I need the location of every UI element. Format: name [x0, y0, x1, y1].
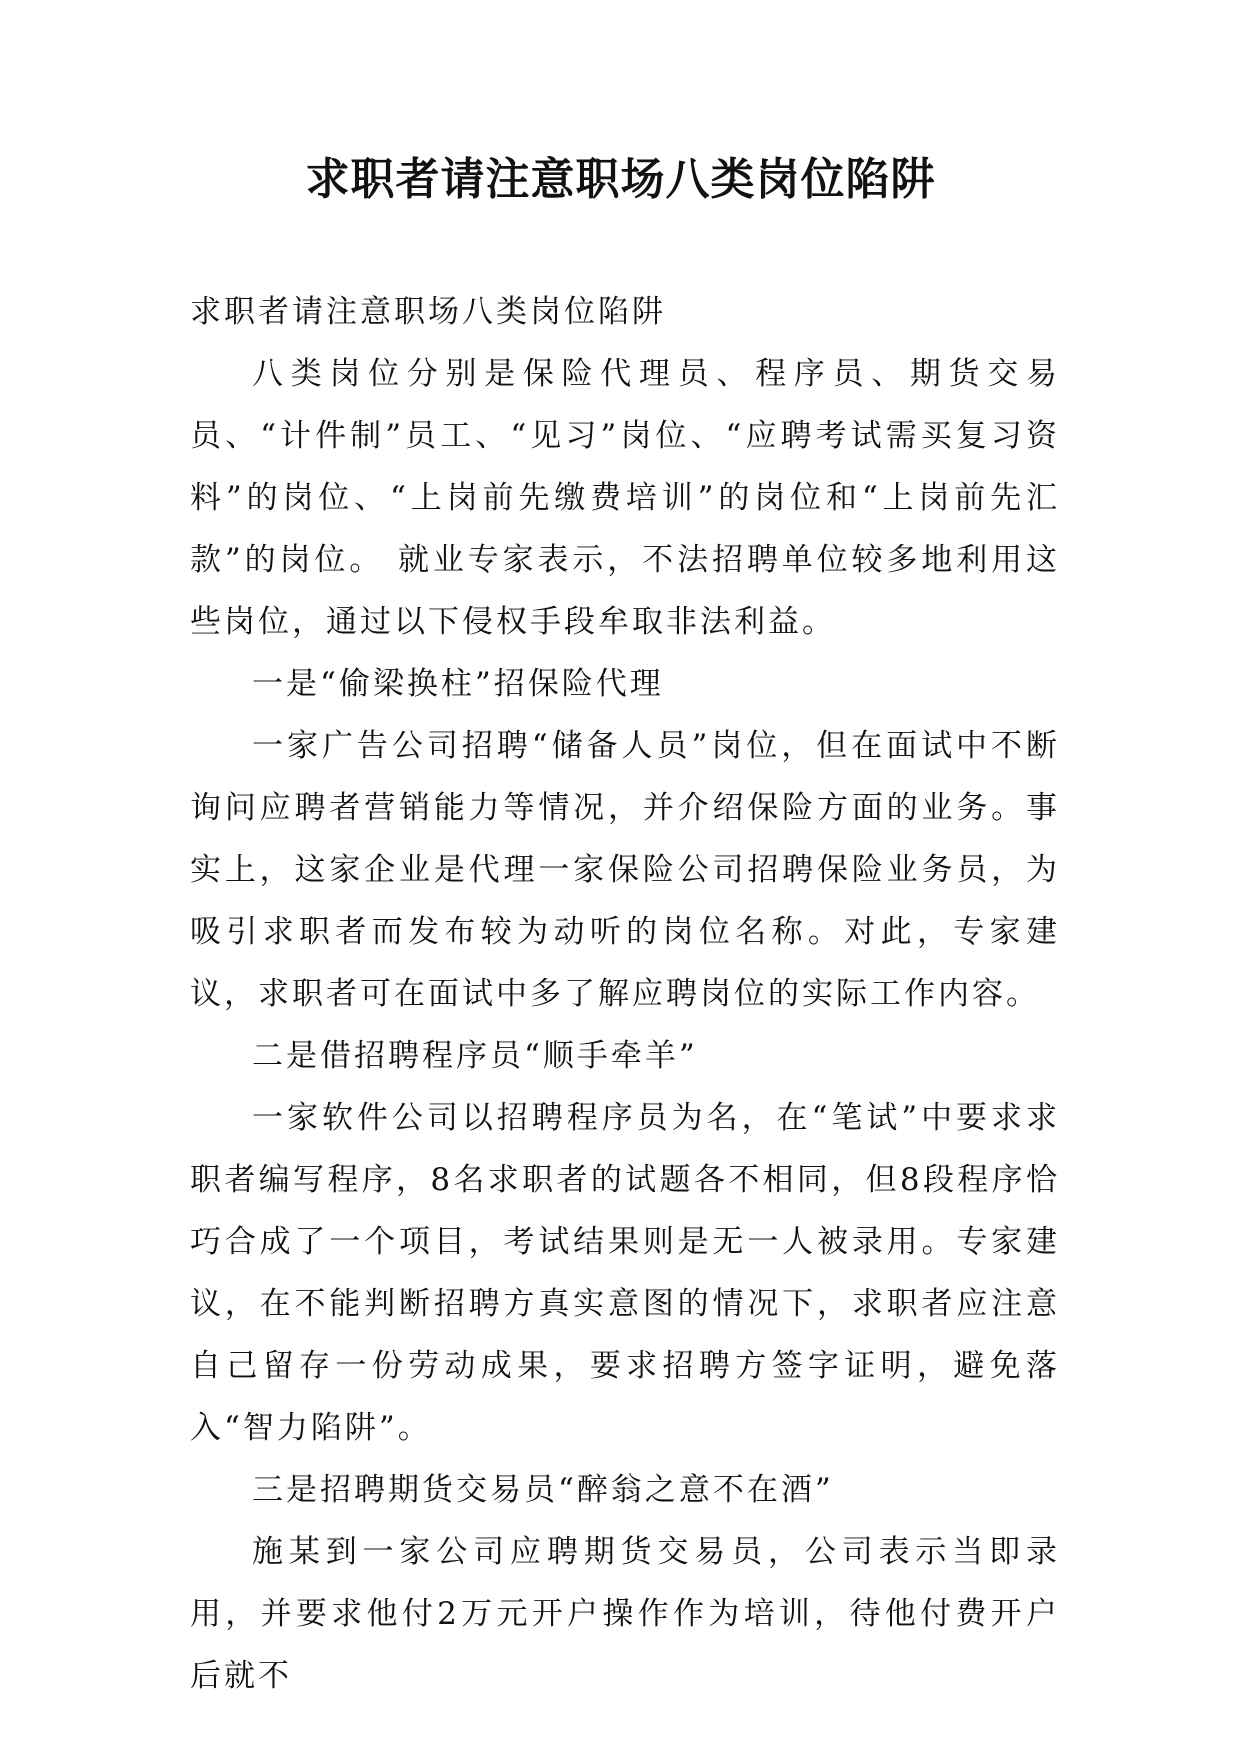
paragraph-section-2: 一家软件公司以招聘程序员为名，在“笔试”中要求求职者编写程序，8名求职者的试题各不相同，但8段程序恰巧合成了一个项目，考试结果则是无一人被录用。专家建议，在不能判断招聘方真实意图的情况下，求职者应注意自己留存一份劳动成果，要求招聘方签字证明，避免落入“智力陷阱”。	[190, 1100, 1060, 1446]
section-heading-3: 三是招聘期货交易员“醉翁之意不在酒”	[252, 1472, 834, 1508]
paragraph-intro: 八类岗位分别是保险代理员、程序员、期货交易员、“计件制”员工、“见习”岗位、“应聘考试需买复习资料”的岗位、“上岗前先缴费培训”的岗位和“上岗前先汇款”的岗位。 就业专家表示，不法招聘单位较多地利用这些岗位，通过以下侵权手段牟取非法利益。	[190, 356, 1060, 640]
section-heading-1: 一是“偷梁换柱”招保险代理	[252, 666, 664, 702]
paragraph-section-1: 一家广告公司招聘“储备人员”岗位，但在面试中不断询问应聘者营销能力等情况，并介绍保险方面的业务。事实上，这家企业是代理一家保险公司招聘保险业务员，为吸引求职者而发布较为动听的岗位名称。对此，专家建议，求职者可在面试中多了解应聘岗位的实际工作内容。	[190, 728, 1060, 1012]
section-heading-2: 二是借招聘程序员“顺手牵羊”	[252, 1038, 698, 1074]
document-body	[190, 281, 1060, 1707]
document-title: 求职者请注意职场八类岗位陷阱	[305, 154, 936, 205]
document-subtitle: 求职者请注意职场八类岗位陷阱	[190, 294, 666, 330]
paragraph-section-3: 施某到一家公司应聘期货交易员，公司表示当即录用，并要求他付2万元开户操作作为培训，待他付费开户后就不	[190, 1534, 1060, 1694]
